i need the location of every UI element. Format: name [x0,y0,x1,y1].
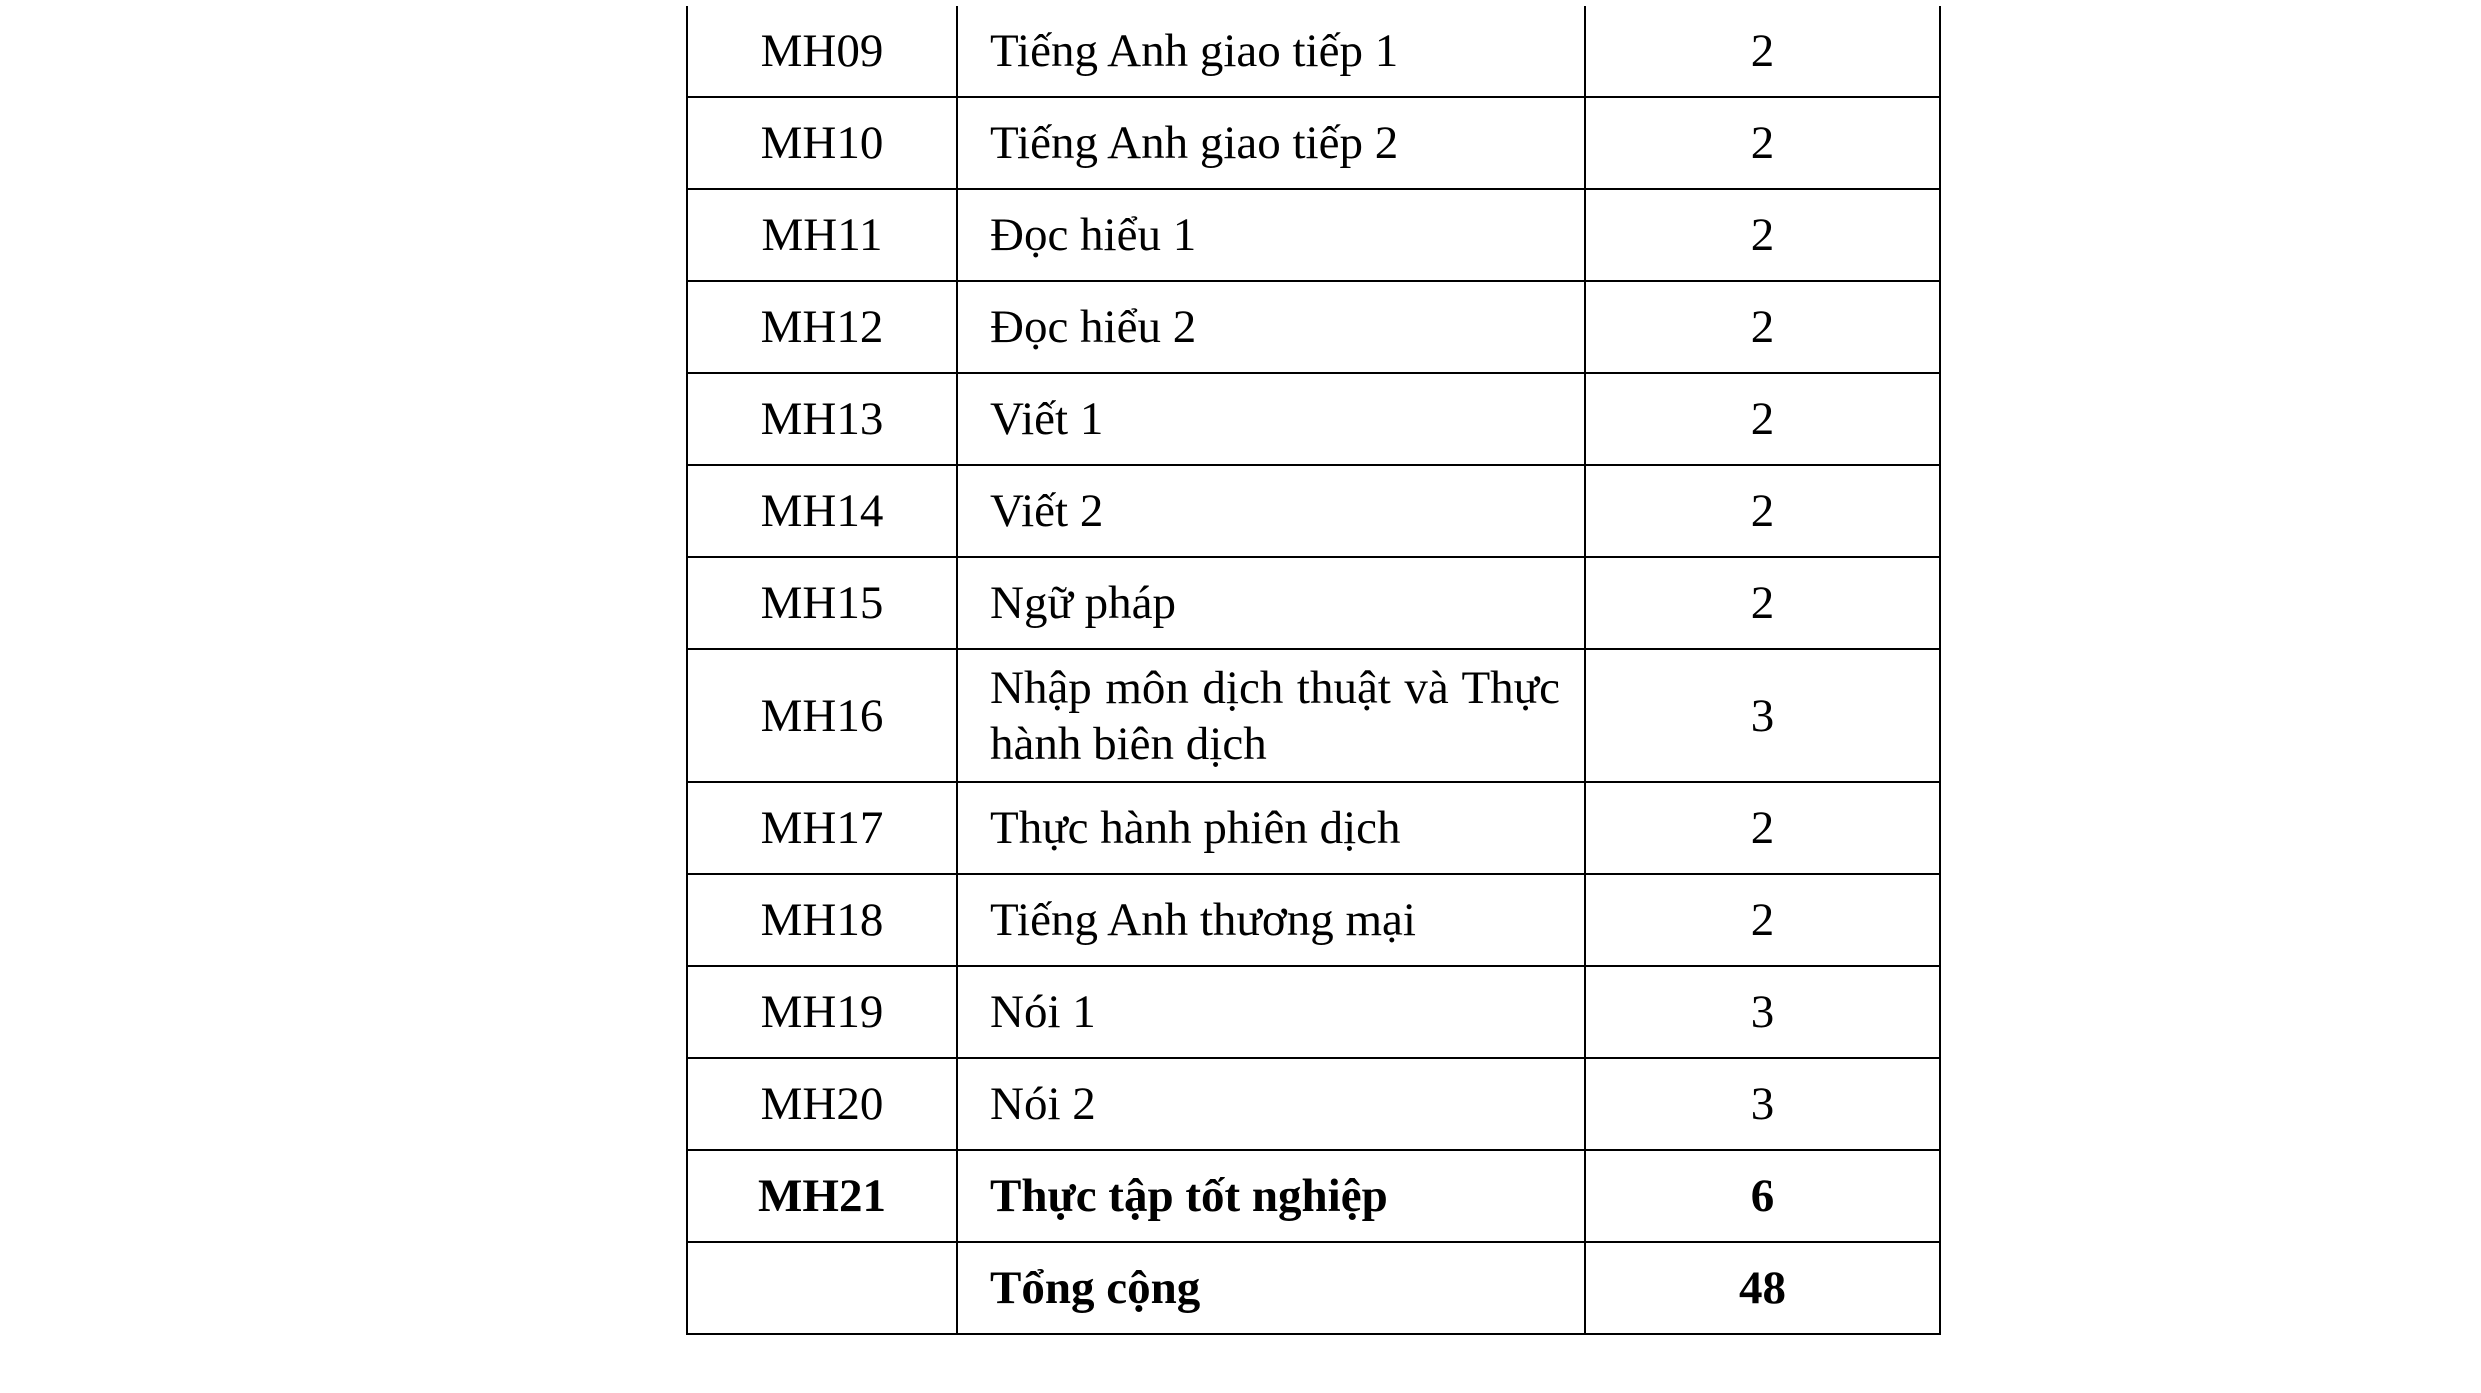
course-code: MH13 [687,373,957,465]
course-credits: 2 [1585,557,1940,649]
course-credits: 2 [1585,6,1940,97]
table-row [687,465,1940,557]
course-code: MH09 [687,6,957,97]
course-name: Nói 2 [957,1058,1585,1150]
table-row [687,1058,1940,1150]
course-name: Ngữ pháp [957,557,1585,649]
table-row [687,557,1940,649]
course-code: MH21 [687,1150,957,1242]
course-credits: 2 [1585,281,1940,373]
course-name: Nói 1 [957,966,1585,1058]
course-name: Tiếng Anh giao tiếp 1 [957,6,1585,97]
course-code: MH15 [687,557,957,649]
table-row [687,373,1940,465]
course-name: Thực tập tốt nghiệp [957,1150,1585,1242]
course-name: Thực hành phiên dịch [957,782,1585,874]
course-credits: 3 [1585,1058,1940,1150]
course-code: MH16 [687,649,957,782]
course-code: MH11 [687,189,957,281]
course-credits: 2 [1585,189,1940,281]
course-credits: 2 [1585,782,1940,874]
total-label: Tổng cộng [957,1242,1585,1334]
table-row [687,649,1940,782]
table-row [687,281,1940,373]
course-credits: 2 [1585,373,1940,465]
course-code: MH20 [687,1058,957,1150]
course-credits: 2 [1585,465,1940,557]
total-credits: 48 [1585,1242,1940,1334]
course-credits: 2 [1585,874,1940,966]
total-row [687,1242,1940,1334]
course-credits: 2 [1585,97,1940,189]
course-credits: 3 [1585,966,1940,1058]
table-row [687,97,1940,189]
table-row [687,966,1940,1058]
course-code: MH12 [687,281,957,373]
total-code [687,1242,957,1334]
course-name: Viết 1 [957,373,1585,465]
course-credits: 3 [1585,649,1940,782]
course-name: Tiếng Anh thương mại [957,874,1585,966]
course-code: MH17 [687,782,957,874]
course-code: MH10 [687,97,957,189]
course-name: Nhập môn dịch thuật và Thực hành biên dịch [957,649,1585,782]
table-row [687,782,1940,874]
course-code: MH18 [687,874,957,966]
course-table [686,6,1941,1335]
course-code: MH19 [687,966,957,1058]
table-row [687,6,1940,97]
course-name: Đọc hiểu 2 [957,281,1585,373]
course-name: Tiếng Anh giao tiếp 2 [957,97,1585,189]
table-row [687,874,1940,966]
table-row [687,189,1940,281]
course-name: Viết 2 [957,465,1585,557]
course-credits: 6 [1585,1150,1940,1242]
course-code: MH14 [687,465,957,557]
course-name: Đọc hiểu 1 [957,189,1585,281]
table-row [687,1150,1940,1242]
